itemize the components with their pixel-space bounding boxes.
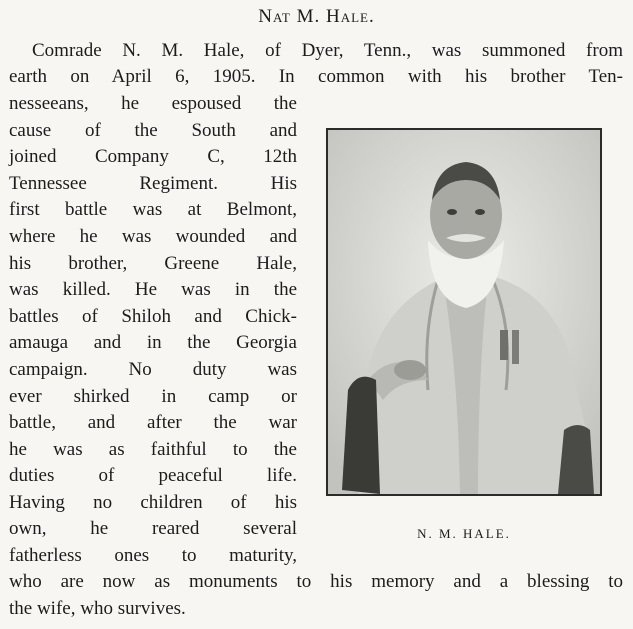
text-line-12: amauga and in the Georgia xyxy=(9,332,297,353)
text-line-13: campaign. No duty was xyxy=(9,359,297,380)
text-line-15: battle, and after the war xyxy=(9,412,297,433)
text-line-11: battles of Shiloh and Chick- xyxy=(9,306,297,327)
text-line-3: nesseeans, he espoused the xyxy=(9,93,297,114)
text-line-19: own, he reared several xyxy=(9,518,297,539)
text-line-6: Tennessee Regiment. His xyxy=(9,173,297,194)
text-line-14: ever shirked in camp or xyxy=(9,386,297,407)
text-line-18: Having no children of his xyxy=(9,492,297,513)
text-line-10: was killed. He was in the xyxy=(9,279,297,300)
text-line-21: who are now as monuments to his memory and a blessing to xyxy=(9,571,623,592)
text-line-2: earth on April 6, 1905. In common with his brother Ten- xyxy=(9,66,623,87)
article-title: Nat M. Hale. xyxy=(258,6,375,27)
portrait-photo xyxy=(326,128,602,496)
text-line-1: Comrade N. M. Hale, of Dyer, Tenn., was summoned from xyxy=(32,40,623,61)
text-line-9: his brother, Greene Hale, xyxy=(9,253,297,274)
text-line-7: first battle was at Belmont, xyxy=(9,199,297,220)
text-line-17: duties of peaceful life. xyxy=(9,465,297,486)
text-line-8: where he was wounded and xyxy=(9,226,297,247)
text-line-22: the wife, who survives. xyxy=(9,598,186,619)
text-line-20: fatherless ones to maturity, xyxy=(9,545,297,566)
text-line-5: joined Company C, 12th xyxy=(9,146,297,167)
photo-caption: N. M. HALE. xyxy=(417,526,511,541)
text-line-16: he was as faithful to the xyxy=(9,439,297,460)
text-line-4: cause of the South and xyxy=(9,120,297,141)
